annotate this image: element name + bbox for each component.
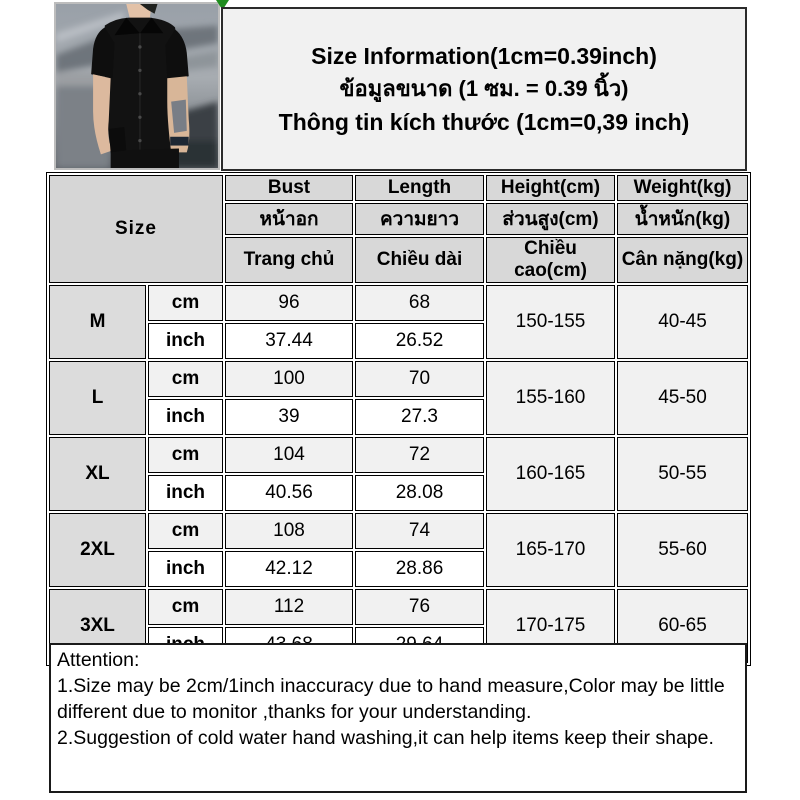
- size-label-xl: XL: [49, 437, 146, 511]
- col-header-bust-en: Bust: [225, 175, 353, 201]
- title-thai: ข้อมูลขนาด (1 ซม. = 0.39 นิ้ว): [339, 76, 629, 102]
- col-header-length-vi: Chiều dài: [355, 237, 484, 283]
- length-inch-value: 28.08: [355, 475, 484, 511]
- title-english: Size Information(1cm=0.39inch): [311, 42, 657, 69]
- col-header-length-en: Length: [355, 175, 484, 201]
- height-range-value: 150-155: [486, 285, 615, 359]
- size-label-2xl: 2XL: [49, 513, 146, 587]
- size-corner-cell: Size: [49, 175, 223, 283]
- length-inch-value: 28.86: [355, 551, 484, 587]
- length-inch-value: 26.52: [355, 323, 484, 359]
- title-vietnamese: Thông tin kích thước (1cm=0,39 inch): [278, 108, 690, 135]
- unit-cm-label: cm: [148, 437, 223, 473]
- col-header-weight-th: น้ำหนัก(kg): [617, 203, 748, 235]
- size-label-m: M: [49, 285, 146, 359]
- size-info-header: [221, 7, 747, 171]
- bust-cm-value: 108: [225, 513, 353, 549]
- length-cm-value: 76: [355, 589, 484, 625]
- unit-cm-label: cm: [148, 513, 223, 549]
- length-cm-value: 70: [355, 361, 484, 397]
- bust-inch-value: 39: [225, 399, 353, 435]
- model-figure: [91, 4, 189, 168]
- height-range-value: 155-160: [486, 361, 615, 435]
- weight-range-value: 40-45: [617, 285, 748, 359]
- unit-inch-label: inch: [148, 399, 223, 435]
- unit-cm-label: cm: [148, 589, 223, 625]
- length-cm-value: 68: [355, 285, 484, 321]
- height-range-value: 170-175: [486, 589, 615, 663]
- size-table-body: [49, 285, 748, 663]
- length-inch-value: 27.3: [355, 399, 484, 435]
- length-cm-value: 72: [355, 437, 484, 473]
- attention-note: [49, 643, 747, 793]
- size-row-2xl-cm: [49, 513, 748, 549]
- col-header-bust-th: หน้าอก: [225, 203, 353, 235]
- weight-range-value: 55-60: [617, 513, 748, 587]
- height-range-value: 160-165: [486, 437, 615, 511]
- col-header-length-th: ความยาว: [355, 203, 484, 235]
- attention-heading: Attention:: [57, 649, 140, 671]
- col-header-height-th: ส่วนสูง(cm): [486, 203, 615, 235]
- size-table-header: [49, 175, 748, 283]
- size-row-xl-cm: [49, 437, 748, 473]
- col-header-weight-en: Weight(kg): [617, 175, 748, 201]
- weight-range-value: 60-65: [617, 589, 748, 663]
- col-header-weight-vi: Cân nặng(kg): [617, 237, 748, 283]
- unit-cm-label: cm: [148, 285, 223, 321]
- bust-cm-value: 96: [225, 285, 353, 321]
- bust-inch-value: 40.56: [225, 475, 353, 511]
- height-range-value: 165-170: [486, 513, 615, 587]
- size-label-l: L: [49, 361, 146, 435]
- product-photo: [54, 2, 220, 170]
- size-label-3xl: 3XL: [49, 589, 146, 663]
- col-header-height-vi: Chiều cao(cm): [486, 237, 615, 283]
- size-table: [46, 172, 751, 666]
- wrist-watch: [170, 137, 189, 146]
- bust-cm-value: 112: [225, 589, 353, 625]
- bust-inch-value: 42.12: [225, 551, 353, 587]
- attention-line-2: 2.Suggestion of cold water hand washing,it can help items keep their shape.: [57, 726, 714, 749]
- bust-cm-value: 100: [225, 361, 353, 397]
- weight-range-value: 45-50: [617, 361, 748, 435]
- col-header-height-en: Height(cm): [486, 175, 615, 201]
- unit-inch-label: inch: [148, 475, 223, 511]
- size-row-l-cm: [49, 361, 748, 397]
- unit-inch-label: inch: [148, 323, 223, 359]
- pocket-shadow: [109, 127, 127, 152]
- weight-range-value: 50-55: [617, 437, 748, 511]
- col-header-bust-vi: Trang chủ: [225, 237, 353, 283]
- unit-cm-label: cm: [148, 361, 223, 397]
- attention-line-1: 1.Size may be 2cm/1inch inaccuracy due to hand measure,Color may be little different due to monitor ,thanks for your understanding.: [57, 674, 725, 723]
- black-pants: [111, 148, 179, 168]
- unit-inch-label: inch: [148, 551, 223, 587]
- size-row-3xl-cm: [49, 589, 748, 625]
- bust-inch-value: 37.44: [225, 323, 353, 359]
- model-photo-illustration: [56, 4, 218, 168]
- size-row-m-cm: [49, 285, 748, 321]
- bust-cm-value: 104: [225, 437, 353, 473]
- length-cm-value: 74: [355, 513, 484, 549]
